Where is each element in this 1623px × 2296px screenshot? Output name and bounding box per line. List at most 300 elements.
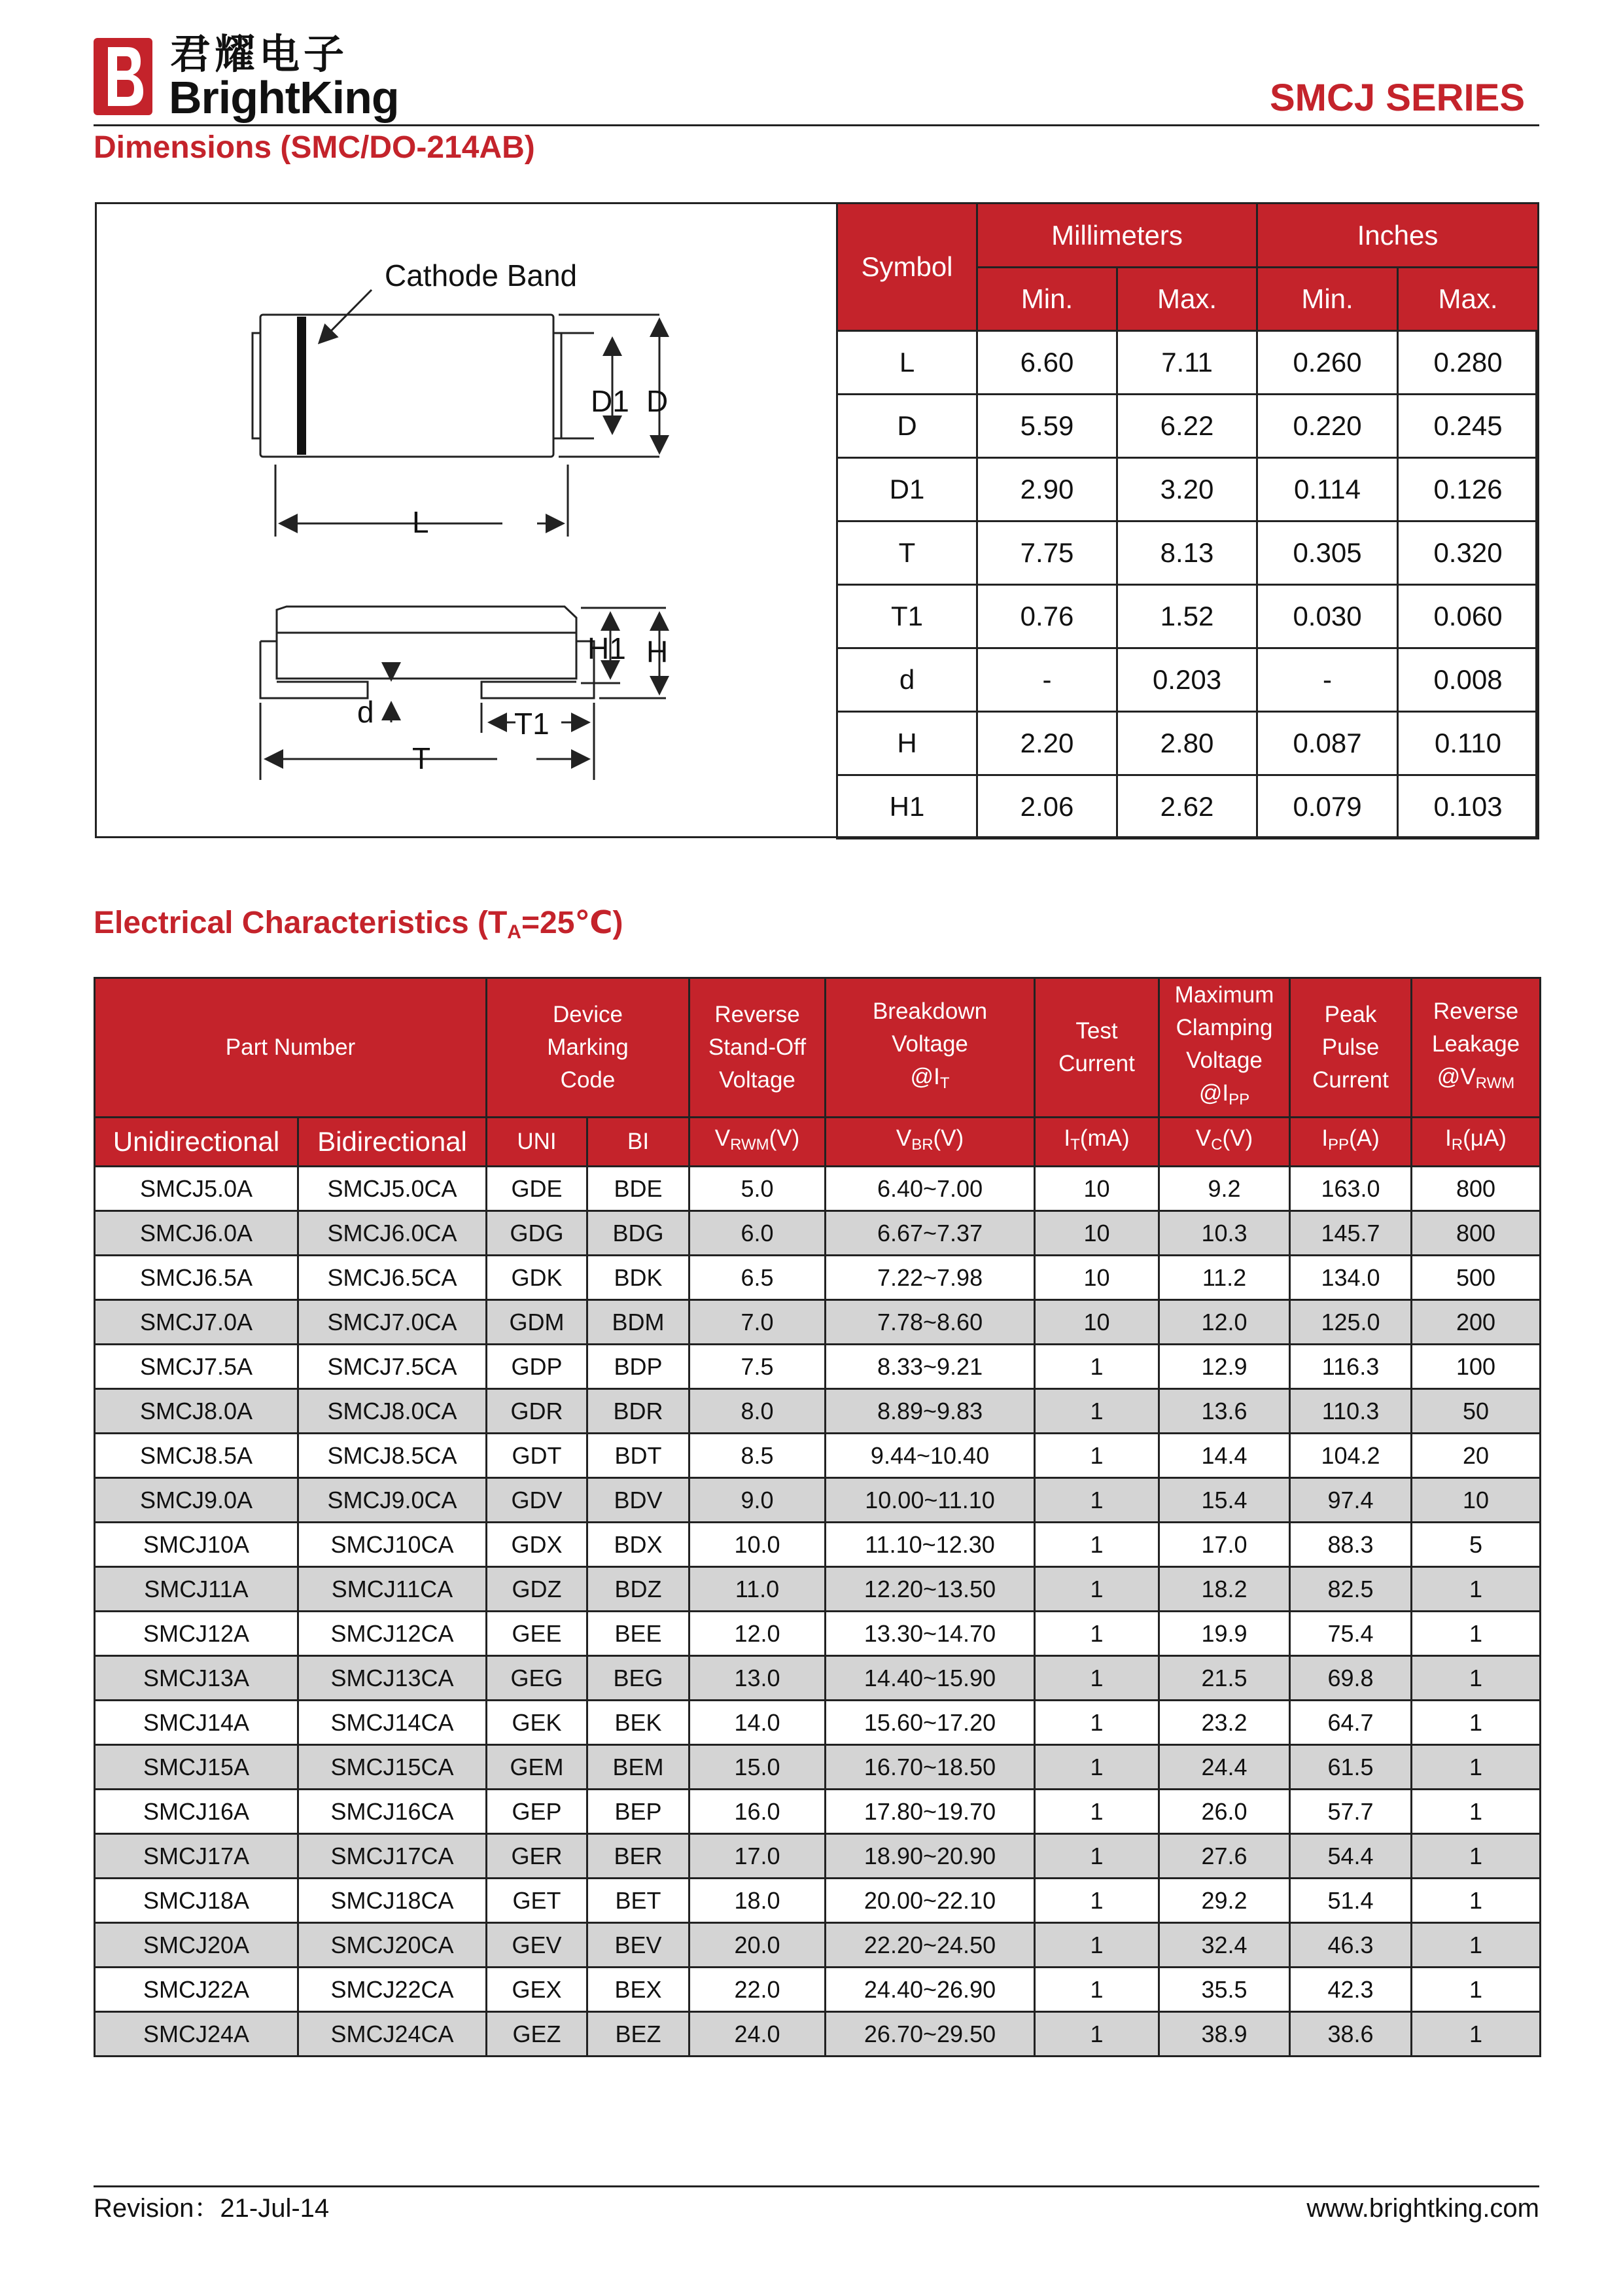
part-unidirectional: SMCJ9.0A bbox=[95, 1478, 298, 1523]
part-bidirectional: SMCJ6.0CA bbox=[298, 1211, 487, 1256]
marking-code-header: Device Marking Code bbox=[487, 978, 689, 1118]
dimension-value: - bbox=[1257, 648, 1398, 712]
vrwm-value: 7.0 bbox=[689, 1300, 826, 1345]
dimension-value: 0.110 bbox=[1398, 712, 1539, 775]
table-row bbox=[95, 1389, 1541, 1434]
ipp-value: 61.5 bbox=[1290, 1745, 1412, 1790]
part-bidirectional: SMCJ7.5CA bbox=[298, 1345, 487, 1389]
dimension-row bbox=[837, 458, 1539, 521]
vrwm-value: 14.0 bbox=[689, 1701, 826, 1745]
in-min-header: Min. bbox=[1257, 268, 1398, 331]
vbr-value: 17.80~19.70 bbox=[826, 1790, 1035, 1834]
part-unidirectional: SMCJ8.5A bbox=[95, 1434, 298, 1478]
vbr-value: 26.70~29.50 bbox=[826, 2012, 1035, 2057]
table-row bbox=[95, 1211, 1541, 1256]
dimension-value: 1.52 bbox=[1117, 585, 1257, 648]
marking-uni: GEZ bbox=[487, 2012, 587, 2057]
vbr-value: 14.40~15.90 bbox=[826, 1656, 1035, 1701]
vc-value: 12.9 bbox=[1159, 1345, 1290, 1389]
it-value: 10 bbox=[1035, 1211, 1159, 1256]
dimension-row bbox=[837, 521, 1539, 585]
dimension-symbol: D bbox=[837, 395, 977, 458]
ir-value: 800 bbox=[1412, 1211, 1541, 1256]
mm-min-header: Min. bbox=[977, 268, 1117, 331]
vrwm-value: 7.5 bbox=[689, 1345, 826, 1389]
clamping-voltage-header: Maximum Clamping Voltage $@I_{PP}$ bbox=[1159, 978, 1290, 1118]
vbr-header: Breakdown Voltage $@I_T$ bbox=[826, 978, 1035, 1118]
part-unidirectional: SMCJ15A bbox=[95, 1745, 298, 1790]
marking-bi: BDX bbox=[587, 1523, 689, 1567]
vbr-value: 8.33~9.21 bbox=[826, 1345, 1035, 1389]
marking-uni: GDZ bbox=[487, 1567, 587, 1612]
marking-bi: BDV bbox=[587, 1478, 689, 1523]
part-unidirectional: SMCJ24A bbox=[95, 2012, 298, 2057]
vrwm-value: 20.0 bbox=[689, 1923, 826, 1968]
table-row bbox=[95, 1745, 1541, 1790]
vbr-value: 7.22~7.98 bbox=[826, 1256, 1035, 1300]
brightking-logo bbox=[94, 38, 152, 115]
electrical-title: Electrical Characteristics (TA=25℃) bbox=[94, 906, 623, 943]
dimension-value: 0.320 bbox=[1398, 521, 1539, 585]
ipp-value: 69.8 bbox=[1290, 1656, 1412, 1701]
dimension-symbol: d bbox=[837, 648, 977, 712]
bi-header: BI bbox=[587, 1118, 689, 1167]
vbr-value: 22.20~24.50 bbox=[826, 1923, 1035, 1968]
marking-bi: BDE bbox=[587, 1167, 689, 1211]
dimension-value: 0.079 bbox=[1257, 775, 1398, 839]
ipp-value: 64.7 bbox=[1290, 1701, 1412, 1745]
vc-value: 11.2 bbox=[1159, 1256, 1290, 1300]
it-value: 1 bbox=[1035, 1656, 1159, 1701]
ipp-value: 125.0 bbox=[1290, 1300, 1412, 1345]
website-link[interactable]: www.brightking.com bbox=[1306, 2194, 1539, 2223]
vc-value: 10.3 bbox=[1159, 1211, 1290, 1256]
vc-value: 17.0 bbox=[1159, 1523, 1290, 1567]
part-unidirectional: SMCJ6.5A bbox=[95, 1256, 298, 1300]
vrwm-value: 9.0 bbox=[689, 1478, 826, 1523]
table-row bbox=[95, 1523, 1541, 1567]
part-bidirectional: SMCJ17CA bbox=[298, 1834, 487, 1879]
ir-value: 50 bbox=[1412, 1389, 1541, 1434]
dimension-symbol: T bbox=[837, 521, 977, 585]
table-row bbox=[95, 1167, 1541, 1211]
part-unidirectional: SMCJ7.5A bbox=[95, 1345, 298, 1389]
dimension-value: 8.13 bbox=[1117, 521, 1257, 585]
ir-value: 1 bbox=[1412, 1701, 1541, 1745]
table-row bbox=[95, 1567, 1541, 1612]
marking-uni: GEG bbox=[487, 1656, 587, 1701]
it-value: 1 bbox=[1035, 1923, 1159, 1968]
marking-uni: GDT bbox=[487, 1434, 587, 1478]
dimension-value: 0.260 bbox=[1257, 331, 1398, 395]
vrwm-value: 10.0 bbox=[689, 1523, 826, 1567]
ir-value: 20 bbox=[1412, 1434, 1541, 1478]
vbr-value: 11.10~12.30 bbox=[826, 1523, 1035, 1567]
part-unidirectional: SMCJ17A bbox=[95, 1834, 298, 1879]
vrwm-header: Reverse Stand-Off Voltage bbox=[689, 978, 826, 1118]
vrwm-value: 17.0 bbox=[689, 1834, 826, 1879]
part-bidirectional: SMCJ15CA bbox=[298, 1745, 487, 1790]
part-unidirectional: SMCJ6.0A bbox=[95, 1211, 298, 1256]
table-row bbox=[95, 1701, 1541, 1745]
table-row bbox=[95, 1345, 1541, 1389]
dimension-value: 7.11 bbox=[1117, 331, 1257, 395]
dimension-value: 2.80 bbox=[1117, 712, 1257, 775]
package-outline-drawing bbox=[97, 204, 836, 836]
it-value: 1 bbox=[1035, 1745, 1159, 1790]
dimension-symbol: T1 bbox=[837, 585, 977, 648]
dimension-value: 0.060 bbox=[1398, 585, 1539, 648]
dimension-value: 0.280 bbox=[1398, 331, 1539, 395]
marking-uni: GET bbox=[487, 1879, 587, 1923]
ipp-value: 42.3 bbox=[1290, 1968, 1412, 2012]
ir-value: 1 bbox=[1412, 1745, 1541, 1790]
ir-unit-header: $I_R(\mu A)$ bbox=[1412, 1118, 1541, 1167]
vc-value: 32.4 bbox=[1159, 1923, 1290, 1968]
dimension-value: 2.62 bbox=[1117, 775, 1257, 839]
h1-label: H1 bbox=[587, 631, 626, 665]
t1-label: T1 bbox=[514, 707, 550, 741]
vrwm-value: 15.0 bbox=[689, 1745, 826, 1790]
it-value: 1 bbox=[1035, 1879, 1159, 1923]
ipp-value: 104.2 bbox=[1290, 1434, 1412, 1478]
dimension-value: - bbox=[977, 648, 1117, 712]
ipp-value: 54.4 bbox=[1290, 1834, 1412, 1879]
it-value: 1 bbox=[1035, 1790, 1159, 1834]
it-value: 1 bbox=[1035, 2012, 1159, 2057]
marking-uni: GDM bbox=[487, 1300, 587, 1345]
vc-value: 13.6 bbox=[1159, 1389, 1290, 1434]
vrwm-value: 13.0 bbox=[689, 1656, 826, 1701]
part-bidirectional: SMCJ5.0CA bbox=[298, 1167, 487, 1211]
it-value: 1 bbox=[1035, 1478, 1159, 1523]
vrwm-value: 6.5 bbox=[689, 1256, 826, 1300]
vc-value: 9.2 bbox=[1159, 1167, 1290, 1211]
part-bidirectional: SMCJ8.5CA bbox=[298, 1434, 487, 1478]
ipp-value: 145.7 bbox=[1290, 1211, 1412, 1256]
part-unidirectional: SMCJ11A bbox=[95, 1567, 298, 1612]
vc-value: 19.9 bbox=[1159, 1612, 1290, 1656]
marking-uni: GER bbox=[487, 1834, 587, 1879]
table-row bbox=[95, 1879, 1541, 1923]
table-row bbox=[95, 1656, 1541, 1701]
ipp-value: 110.3 bbox=[1290, 1389, 1412, 1434]
vc-value: 38.9 bbox=[1159, 2012, 1290, 2057]
vrwm-value: 5.0 bbox=[689, 1167, 826, 1211]
part-bidirectional: SMCJ22CA bbox=[298, 1968, 487, 2012]
ir-value: 5 bbox=[1412, 1523, 1541, 1567]
millimeters-header: Millimeters bbox=[977, 203, 1257, 268]
dimension-symbol: H1 bbox=[837, 775, 977, 839]
vbr-unit-header: $V_{BR}(V)$ bbox=[826, 1118, 1035, 1167]
dimension-row bbox=[837, 712, 1539, 775]
marking-bi: BEM bbox=[587, 1745, 689, 1790]
vrwm-value: 8.0 bbox=[689, 1389, 826, 1434]
brand-name-cn: 君耀电子 bbox=[170, 30, 349, 78]
dimension-value: 0.008 bbox=[1398, 648, 1539, 712]
d1-label: D1 bbox=[591, 384, 629, 418]
vc-value: 14.4 bbox=[1159, 1434, 1290, 1478]
vc-value: 12.0 bbox=[1159, 1300, 1290, 1345]
series-title: SMCJ SERIES bbox=[1270, 77, 1525, 119]
dimension-value: 0.126 bbox=[1398, 458, 1539, 521]
dimension-value: 3.20 bbox=[1117, 458, 1257, 521]
part-bidirectional: SMCJ6.5CA bbox=[298, 1256, 487, 1300]
table-row bbox=[95, 2012, 1541, 2057]
dimensions-title: Dimensions (SMC/DO-214AB) bbox=[94, 130, 535, 165]
marking-bi: BEV bbox=[587, 1923, 689, 1968]
dimensions-table bbox=[836, 202, 1539, 839]
mm-max-header: Max. bbox=[1117, 268, 1257, 331]
part-bidirectional: SMCJ24CA bbox=[298, 2012, 487, 2057]
part-unidirectional: SMCJ7.0A bbox=[95, 1300, 298, 1345]
vc-value: 23.2 bbox=[1159, 1701, 1290, 1745]
vc-value: 15.4 bbox=[1159, 1478, 1290, 1523]
marking-uni: GEX bbox=[487, 1968, 587, 2012]
dimension-row bbox=[837, 585, 1539, 648]
ipp-value: 82.5 bbox=[1290, 1567, 1412, 1612]
it-value: 1 bbox=[1035, 1434, 1159, 1478]
dimension-value: 0.114 bbox=[1257, 458, 1398, 521]
dimension-symbol: D1 bbox=[837, 458, 977, 521]
ipp-value: 97.4 bbox=[1290, 1478, 1412, 1523]
part-bidirectional: SMCJ7.0CA bbox=[298, 1300, 487, 1345]
ir-value: 200 bbox=[1412, 1300, 1541, 1345]
marking-bi: BDZ bbox=[587, 1567, 689, 1612]
marking-bi: BEE bbox=[587, 1612, 689, 1656]
marking-bi: BEG bbox=[587, 1656, 689, 1701]
vc-value: 29.2 bbox=[1159, 1879, 1290, 1923]
ipp-value: 88.3 bbox=[1290, 1523, 1412, 1567]
ipp-value: 51.4 bbox=[1290, 1879, 1412, 1923]
part-unidirectional: SMCJ20A bbox=[95, 1923, 298, 1968]
dimension-row bbox=[837, 331, 1539, 395]
part-bidirectional: SMCJ18CA bbox=[298, 1879, 487, 1923]
marking-bi: BDR bbox=[587, 1389, 689, 1434]
part-bidirectional: SMCJ13CA bbox=[298, 1656, 487, 1701]
h-label: H bbox=[646, 635, 669, 669]
vbr-value: 6.67~7.37 bbox=[826, 1211, 1035, 1256]
ir-value: 10 bbox=[1412, 1478, 1541, 1523]
vbr-value: 16.70~18.50 bbox=[826, 1745, 1035, 1790]
ir-value: 1 bbox=[1412, 1879, 1541, 1923]
ir-value: 100 bbox=[1412, 1345, 1541, 1389]
ir-value: 500 bbox=[1412, 1256, 1541, 1300]
table-row bbox=[95, 1790, 1541, 1834]
vc-value: 27.6 bbox=[1159, 1834, 1290, 1879]
it-value: 10 bbox=[1035, 1300, 1159, 1345]
marking-bi: BDG bbox=[587, 1211, 689, 1256]
part-bidirectional: SMCJ11CA bbox=[298, 1567, 487, 1612]
vbr-value: 24.40~26.90 bbox=[826, 1968, 1035, 2012]
dimension-row bbox=[837, 395, 1539, 458]
vrwm-value: 24.0 bbox=[689, 2012, 826, 2057]
vbr-value: 10.00~11.10 bbox=[826, 1478, 1035, 1523]
marking-bi: BEP bbox=[587, 1790, 689, 1834]
ir-value: 800 bbox=[1412, 1167, 1541, 1211]
marking-bi: BEX bbox=[587, 1968, 689, 2012]
marking-bi: BER bbox=[587, 1834, 689, 1879]
vbr-value: 12.20~13.50 bbox=[826, 1567, 1035, 1612]
marking-bi: BDT bbox=[587, 1434, 689, 1478]
marking-uni: GDX bbox=[487, 1523, 587, 1567]
vbr-value: 7.78~8.60 bbox=[826, 1300, 1035, 1345]
marking-uni: GDP bbox=[487, 1345, 587, 1389]
vrwm-value: 8.5 bbox=[689, 1434, 826, 1478]
dimension-row bbox=[837, 648, 1539, 712]
dimension-value: 6.22 bbox=[1117, 395, 1257, 458]
marking-uni: GEK bbox=[487, 1701, 587, 1745]
dimension-symbol: H bbox=[837, 712, 977, 775]
d-label: D bbox=[646, 384, 669, 418]
dimension-value: 0.76 bbox=[977, 585, 1117, 648]
dimension-value: 2.06 bbox=[977, 775, 1117, 839]
it-value: 1 bbox=[1035, 1701, 1159, 1745]
marking-uni: GDV bbox=[487, 1478, 587, 1523]
table-row bbox=[95, 1612, 1541, 1656]
dimension-symbol: L bbox=[837, 331, 977, 395]
ipp-value: 116.3 bbox=[1290, 1345, 1412, 1389]
ipp-unit-header: $I_{PP}(A)$ bbox=[1290, 1118, 1412, 1167]
cathode-band-label: Cathode Band bbox=[385, 258, 578, 292]
t-label: T bbox=[412, 741, 431, 775]
vrwm-value: 6.0 bbox=[689, 1211, 826, 1256]
part-unidirectional: SMCJ8.0A bbox=[95, 1389, 298, 1434]
vbr-value: 13.30~14.70 bbox=[826, 1612, 1035, 1656]
table-row bbox=[95, 1923, 1541, 1968]
ipp-value: 75.4 bbox=[1290, 1612, 1412, 1656]
marking-uni: GEV bbox=[487, 1923, 587, 1968]
unidirectional-header: Unidirectional bbox=[95, 1118, 298, 1167]
marking-bi: BDP bbox=[587, 1345, 689, 1389]
marking-uni: GDE bbox=[487, 1167, 587, 1211]
marking-bi: BET bbox=[587, 1879, 689, 1923]
dimension-row bbox=[837, 775, 1539, 839]
bidirectional-header: Bidirectional bbox=[298, 1118, 487, 1167]
it-unit-header: $I_T(mA)$ bbox=[1035, 1118, 1159, 1167]
it-value: 1 bbox=[1035, 1567, 1159, 1612]
peak-pulse-current-header: Peak Pulse Current bbox=[1290, 978, 1412, 1118]
dimension-value: 5.59 bbox=[977, 395, 1117, 458]
dimension-value: 0.220 bbox=[1257, 395, 1398, 458]
vc-unit-header: $V_C(V)$ bbox=[1159, 1118, 1290, 1167]
ipp-value: 38.6 bbox=[1290, 2012, 1412, 2057]
vc-value: 18.2 bbox=[1159, 1567, 1290, 1612]
ir-value: 1 bbox=[1412, 1923, 1541, 1968]
part-unidirectional: SMCJ5.0A bbox=[95, 1167, 298, 1211]
ir-value: 1 bbox=[1412, 1968, 1541, 2012]
vrwm-unit-header: $V_{RWM}(V)$ bbox=[689, 1118, 826, 1167]
table-row bbox=[95, 1256, 1541, 1300]
dimension-value: 0.103 bbox=[1398, 775, 1539, 839]
vbr-value: 8.89~9.83 bbox=[826, 1389, 1035, 1434]
it-value: 1 bbox=[1035, 1345, 1159, 1389]
part-unidirectional: SMCJ13A bbox=[95, 1656, 298, 1701]
ir-value: 1 bbox=[1412, 1834, 1541, 1879]
part-bidirectional: SMCJ10CA bbox=[298, 1523, 487, 1567]
dimension-value: 0.245 bbox=[1398, 395, 1539, 458]
it-value: 1 bbox=[1035, 1389, 1159, 1434]
marking-uni: GEP bbox=[487, 1790, 587, 1834]
vc-value: 26.0 bbox=[1159, 1790, 1290, 1834]
vbr-value: 9.44~10.40 bbox=[826, 1434, 1035, 1478]
vrwm-value: 22.0 bbox=[689, 1968, 826, 2012]
in-max-header: Max. bbox=[1398, 268, 1539, 331]
revision-date: Revision：21-Jul-14 bbox=[94, 2194, 330, 2223]
part-bidirectional: SMCJ20CA bbox=[298, 1923, 487, 1968]
dimension-value: 0.305 bbox=[1257, 521, 1398, 585]
dimension-value: 0.203 bbox=[1117, 648, 1257, 712]
it-value: 10 bbox=[1035, 1167, 1159, 1211]
marking-uni: GEE bbox=[487, 1612, 587, 1656]
ir-value: 1 bbox=[1412, 1656, 1541, 1701]
footer-rule bbox=[94, 2185, 1539, 2187]
part-unidirectional: SMCJ14A bbox=[95, 1701, 298, 1745]
symbol-header: Symbol bbox=[837, 203, 977, 331]
dimension-value: 6.60 bbox=[977, 331, 1117, 395]
it-value: 1 bbox=[1035, 1523, 1159, 1567]
part-bidirectional: SMCJ14CA bbox=[298, 1701, 487, 1745]
it-value: 10 bbox=[1035, 1256, 1159, 1300]
marking-bi: BDM bbox=[587, 1300, 689, 1345]
part-number-header: Part Number bbox=[95, 978, 487, 1118]
ipp-value: 163.0 bbox=[1290, 1167, 1412, 1211]
dimension-value: 2.90 bbox=[977, 458, 1117, 521]
ir-value: 1 bbox=[1412, 2012, 1541, 2057]
inches-header: Inches bbox=[1257, 203, 1539, 268]
dimension-value: 2.20 bbox=[977, 712, 1117, 775]
vc-value: 24.4 bbox=[1159, 1745, 1290, 1790]
table-row bbox=[95, 1834, 1541, 1879]
part-unidirectional: SMCJ22A bbox=[95, 1968, 298, 2012]
ipp-value: 46.3 bbox=[1290, 1923, 1412, 1968]
vbr-value: 18.90~20.90 bbox=[826, 1834, 1035, 1879]
vrwm-value: 12.0 bbox=[689, 1612, 826, 1656]
table-row bbox=[95, 1434, 1541, 1478]
part-unidirectional: SMCJ16A bbox=[95, 1790, 298, 1834]
table-row bbox=[95, 1478, 1541, 1523]
vrwm-value: 11.0 bbox=[689, 1567, 826, 1612]
part-unidirectional: SMCJ12A bbox=[95, 1612, 298, 1656]
marking-bi: BEK bbox=[587, 1701, 689, 1745]
part-unidirectional: SMCJ18A bbox=[95, 1879, 298, 1923]
dimension-value: 0.030 bbox=[1257, 585, 1398, 648]
marking-uni: GDK bbox=[487, 1256, 587, 1300]
marking-uni: GEM bbox=[487, 1745, 587, 1790]
it-value: 1 bbox=[1035, 1612, 1159, 1656]
it-value: 1 bbox=[1035, 1834, 1159, 1879]
vc-value: 21.5 bbox=[1159, 1656, 1290, 1701]
table-row bbox=[95, 1968, 1541, 2012]
ir-value: 1 bbox=[1412, 1790, 1541, 1834]
vrwm-value: 18.0 bbox=[689, 1879, 826, 1923]
marking-uni: GDR bbox=[487, 1389, 587, 1434]
marking-bi: BDK bbox=[587, 1256, 689, 1300]
vbr-value: 20.00~22.10 bbox=[826, 1879, 1035, 1923]
test-current-header: Test Current bbox=[1035, 978, 1159, 1118]
ipp-value: 134.0 bbox=[1290, 1256, 1412, 1300]
l-label: L bbox=[412, 505, 429, 539]
brand-name: BrightKing bbox=[169, 72, 399, 123]
marking-uni: GDG bbox=[487, 1211, 587, 1256]
table-row bbox=[95, 1300, 1541, 1345]
uni-header: UNI bbox=[487, 1118, 587, 1167]
part-bidirectional: SMCJ9.0CA bbox=[298, 1478, 487, 1523]
vbr-value: 6.40~7.00 bbox=[826, 1167, 1035, 1211]
it-value: 1 bbox=[1035, 1968, 1159, 2012]
reverse-leakage-header: Reverse Leakage $@V_{RWM}$ bbox=[1412, 978, 1541, 1118]
ipp-value: 57.7 bbox=[1290, 1790, 1412, 1834]
